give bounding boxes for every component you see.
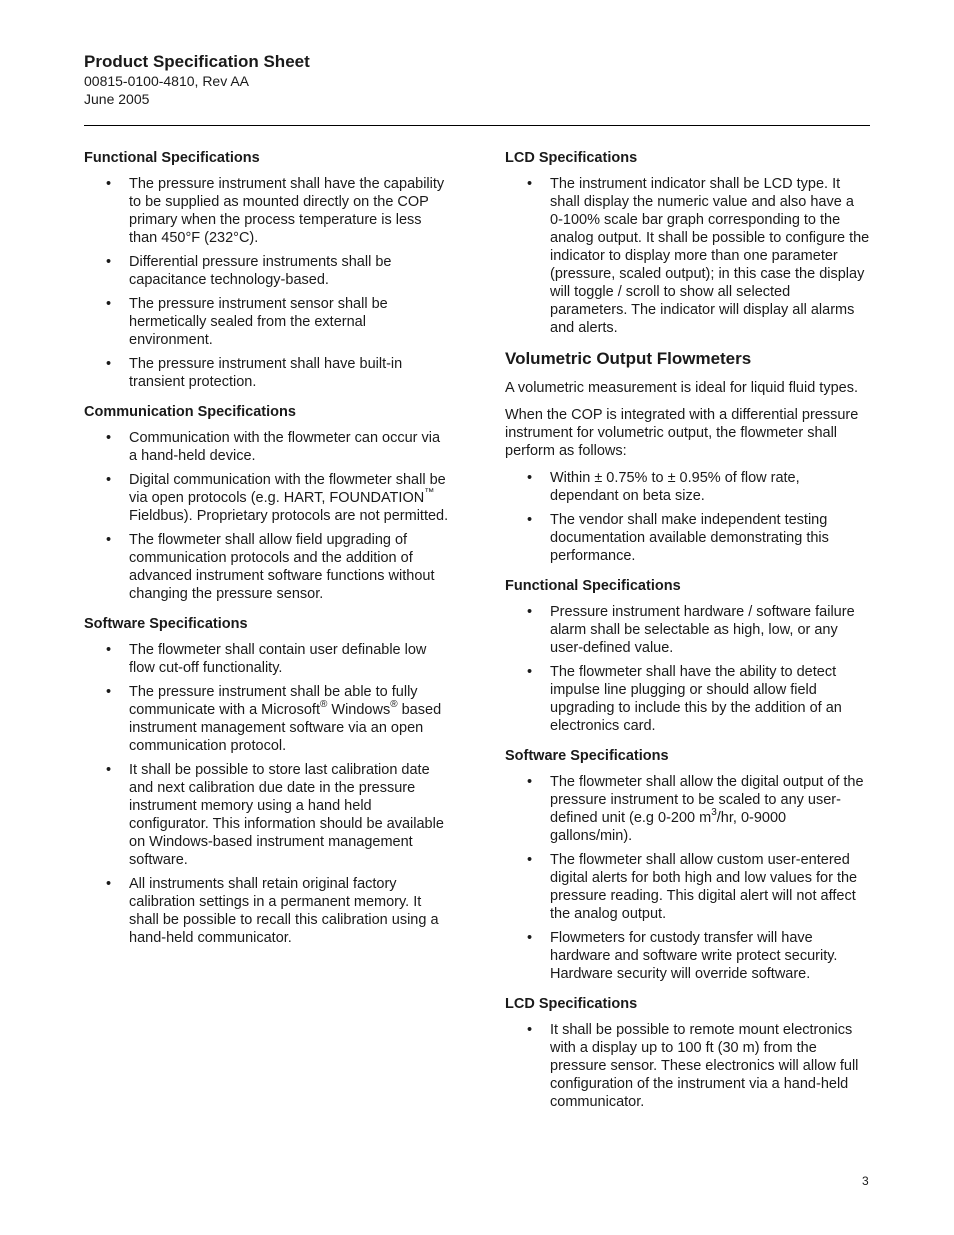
section-heading: Communication Specifications [84, 404, 296, 420]
page-number: 3 [862, 1174, 869, 1188]
list-item-text: based instrument management software via an open communication protocol. [129, 702, 442, 754]
list-item [84, 471, 449, 525]
section-heading: Functional Specifications [505, 578, 681, 594]
section-heading: LCD Specifications [505, 150, 638, 166]
list-item: • Differential pressure instruments shall be capacitance technology-based. [84, 253, 449, 289]
trademark-symbol: ™ [424, 487, 435, 499]
header-divider [84, 125, 870, 126]
bullet-list [84, 641, 449, 947]
list-item-text: /hr, 0-9000 gallons/min). [550, 810, 787, 844]
list-item [505, 773, 870, 845]
left-column [84, 148, 449, 958]
registered-symbol: ® [319, 699, 328, 711]
bullet-list [505, 469, 870, 565]
registered-symbol: ® [390, 699, 398, 711]
list-item-text: Digital communication with the flowmeter shall be via open protocols (e.g. HART, FOUNDATION [129, 472, 446, 506]
list-item: • The instrument indicator shall be LCD type. It shall display the numeric value and also have a 0-100% scale bar graph corresponding to the analog output. It shall be possible to configure the indicator to display more than one parameter (pressure, scaled output); in this case the display will toggle / scroll to show all selected parameters. The indicator will display all alarms and alerts. [505, 175, 870, 337]
list-item: • Pressure instrument hardware / software failure alarm shall be selectable as high, low, or any user-defined value. [505, 603, 870, 657]
list-item: • Within ± 0.75% to ± 0.95% of flow rate, dependant on beta size. [505, 469, 870, 505]
list-item: • The flowmeter shall contain user definable low flow cut-off functionality. [84, 641, 449, 677]
list-item: • It shall be possible to store last calibration date and next calibration due date in the pressure instrument memory using a hand held configurator. This information should be available on Windows-based instrument management software. [84, 761, 449, 869]
page-title: Product Specification Sheet [84, 52, 310, 71]
section-heading: LCD Specifications [505, 996, 638, 1012]
section-heading: Software Specifications [84, 616, 248, 632]
bullet-list [505, 773, 870, 983]
bullet-list [505, 603, 870, 735]
list-item: • The pressure instrument shall have the capability to be supplied as mounted directly on the COP primary when the process temperature is less than 450°F (232°C). [84, 175, 449, 247]
list-item: • It shall be possible to remote mount electronics with a display up to 100 ft (30 m) from the pressure sensor. These electronics will allow full configuration of the instrument via a hand-held communicator. [505, 1021, 870, 1111]
list-item-text: Fieldbus). Proprietary protocols are not permitted. [129, 508, 449, 524]
list-item-text: The flowmeter shall allow the digital output of the pressure instrument to be scaled to any user-defined unit (e.g 0-200 m [550, 774, 864, 826]
list-item: • Flowmeters for custody transfer will have hardware and software write protect security. Hardware security will override software. [505, 929, 870, 983]
list-item: • The pressure instrument sensor shall be hermetically sealed from the external environment. [84, 295, 449, 349]
bullet-list [84, 429, 449, 603]
list-item: • The flowmeter shall allow custom user-entered digital alerts for both high and low values for the pressure reading. This digital alert will not affect the analog output. [505, 851, 870, 923]
bullet-list [84, 175, 449, 391]
list-item-text: The pressure instrument shall be able to fully communicate with a Microsoft [129, 684, 418, 718]
bullet-list [505, 175, 870, 337]
bullet-list [505, 1021, 870, 1111]
section-heading: Software Specifications [505, 748, 669, 764]
list-item [84, 683, 449, 755]
list-item: • The pressure instrument shall have built-in transient protection. [84, 355, 449, 391]
list-item: • The flowmeter shall allow field upgrading of communication protocols and the addition of advanced instrument software functions without changing the pressure sensor. [84, 531, 449, 603]
list-item: • All instruments shall retain original factory calibration settings in a permanent memory. It shall be possible to recall this calibration using a hand-held communicator. [84, 875, 449, 947]
paragraph: A volumetric measurement is ideal for liquid fluid types. [505, 380, 858, 396]
section-title: Volumetric Output Flowmeters [505, 349, 752, 368]
superscript: 3 [711, 807, 717, 819]
paragraph: When the COP is integrated with a differential pressure instrument for volumetric output, the flowmeter shall perform as follows: [505, 407, 859, 459]
list-item: • The flowmeter shall have the ability to detect impulse line plugging or should allow field upgrading to include this by the addition of an electronics card. [505, 663, 870, 735]
document-header [84, 52, 310, 108]
list-item: • Communication with the flowmeter can occur via a hand-held device. [84, 429, 449, 465]
document-date: June 2005 [84, 91, 150, 107]
list-item-text: Windows [327, 702, 391, 718]
section-heading: Functional Specifications [84, 150, 260, 166]
document-number: 00815-0100-4810, Rev AA [84, 73, 250, 89]
list-item: • The vendor shall make independent testing documentation available demonstrating this performance. [505, 511, 870, 565]
right-column [505, 148, 870, 1122]
